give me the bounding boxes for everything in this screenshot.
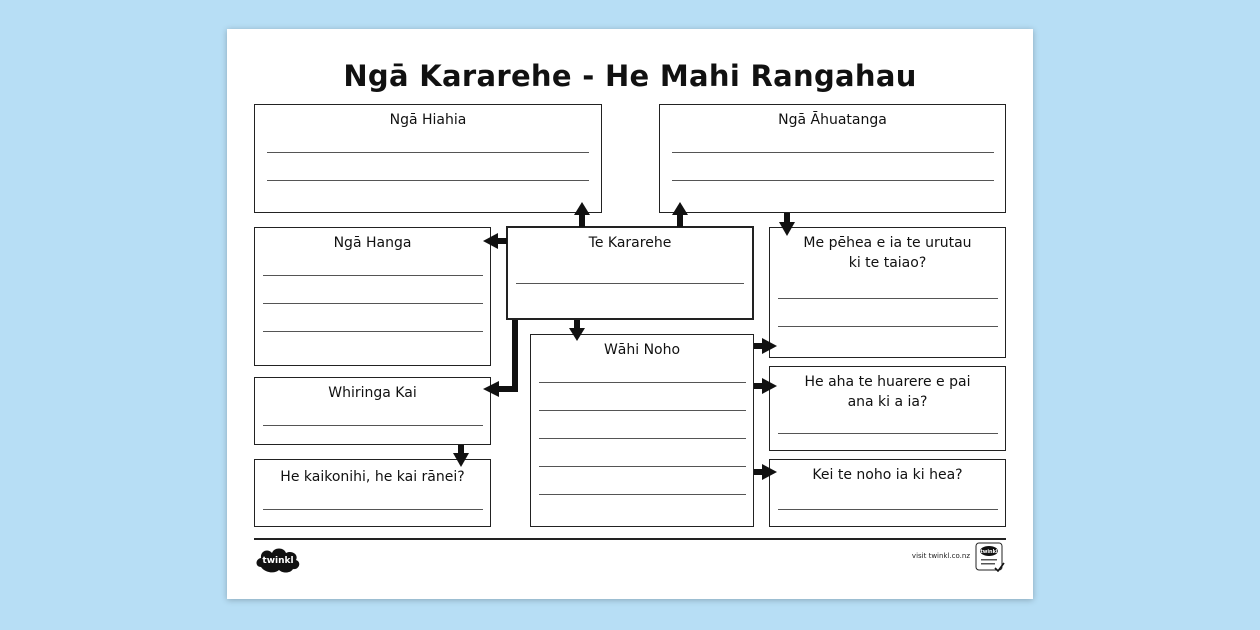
box-noho-label: Kei te noho ia ki hea?: [812, 467, 963, 483]
box-wahi-label: Wāhi Noho: [603, 342, 681, 358]
svg-text:twinkl: twinkl: [980, 549, 998, 555]
arrow-elbow-whiringa: [483, 320, 518, 397]
quality-badge-icon: [975, 542, 1005, 572]
box-ahuatanga-label: Ngā Āhuatanga: [778, 112, 887, 128]
arrow-up-hiahia: [574, 202, 590, 227]
worksheet-page: [227, 29, 1033, 599]
arrow-down-urutau: [779, 213, 795, 236]
page-title: Ngā Kararehe - He Mahi Rangahau: [343, 59, 917, 93]
box-urutau-label-2: ki te taiao?: [848, 255, 927, 271]
box-urutau-label-1: Me pēhea e ia te urutau: [803, 235, 972, 251]
twinkl-logo-icon: [255, 545, 301, 573]
box-hiahia-label: Ngā Hiahia: [389, 112, 467, 128]
svg-text:twinkl: twinkl: [262, 556, 294, 566]
arrow-right-urutau: [754, 338, 777, 354]
arrow-left-hanga: [483, 233, 507, 249]
box-kararehe-label: Te Kararehe: [588, 235, 672, 251]
box-kaikonihi-label: He kaikonihi, he kai rānei?: [280, 469, 465, 485]
arrow-down-kaikonihi: [453, 445, 469, 467]
arrow-right-noho: [754, 464, 777, 480]
box-huarere-label-1: He aha te huarere e pai: [804, 374, 971, 390]
footer-rule: [254, 538, 1006, 540]
arrow-right-huarere: [754, 378, 777, 394]
visit-link[interactable]: visit twinkl.co.nz: [911, 552, 970, 560]
arrow-down-wahi: [569, 320, 585, 341]
connector-arrows: [227, 29, 1033, 599]
box-huarere-label-2: ana ki a ia?: [847, 394, 928, 410]
box-whiringa-label: Whiringa Kai: [328, 385, 417, 401]
arrow-up-ahuatanga: [672, 202, 688, 227]
box-hanga-label: Ngā Hanga: [333, 235, 412, 251]
